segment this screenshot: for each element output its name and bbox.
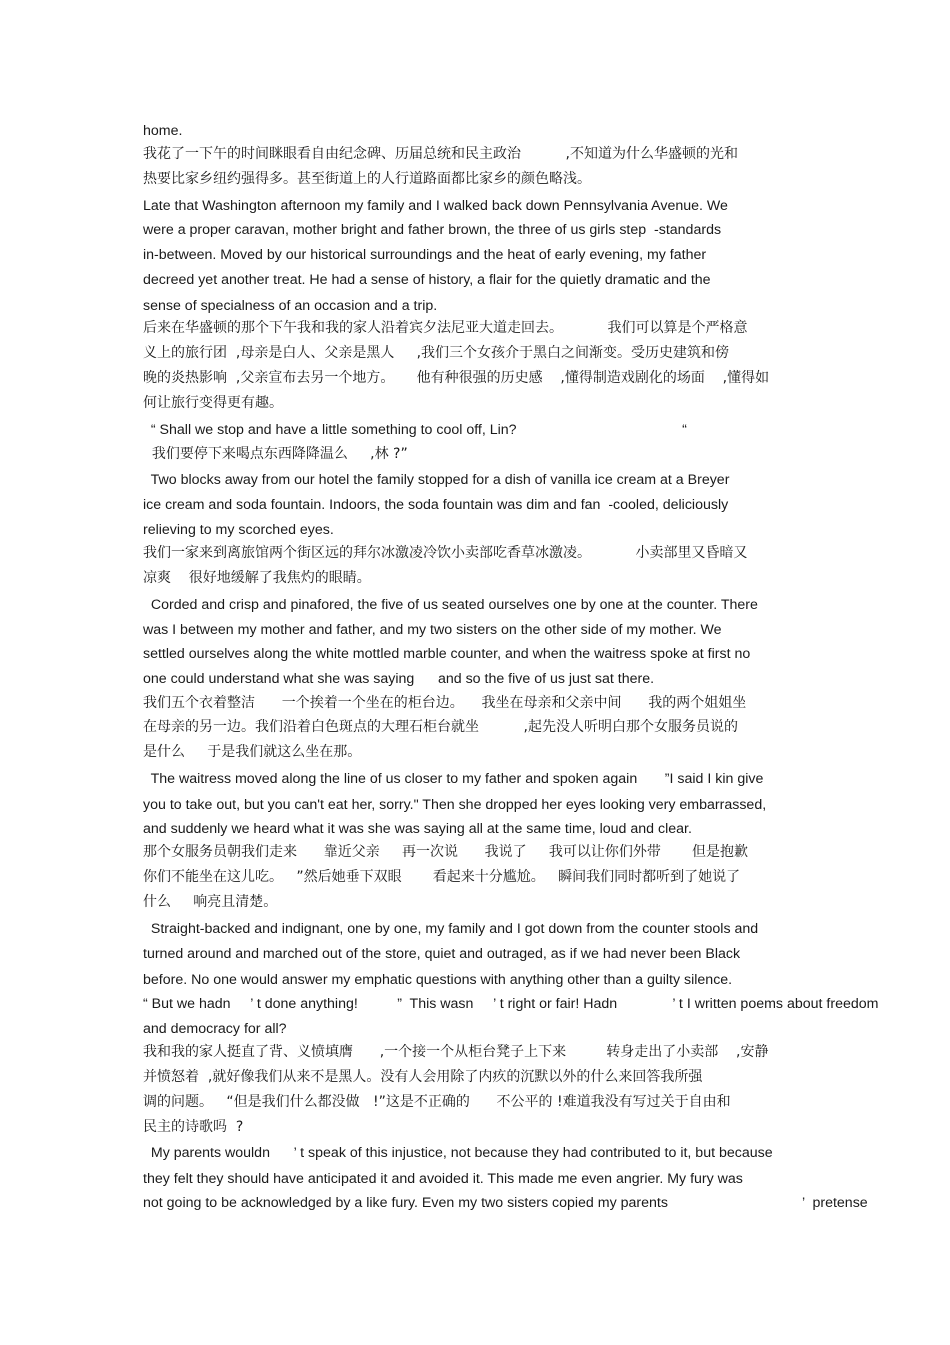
english-text-line: Corded and crisp and pinafored, the five of us seated ourselves one by one at the counter. There [143, 597, 758, 613]
english-text-line: home. [143, 123, 183, 139]
english-text-line: they felt they should have anticipated it and avoided it. This made me even angrier. My fury was [143, 1171, 743, 1187]
chinese-text-line: 后来在华盛顿的那个下午我和我的家人沿着宾夕法尼亚大道走回去。 我们可以算是个严格意 [143, 320, 748, 336]
chinese-text-line: 我们一家来到离旅馆两个街区远的拜尔冰激凌冷饮小卖部吃香草冰激凌。 小卖部里又昏暗又 [143, 545, 748, 561]
english-text-line: turned around and marched out of the store, quiet and outraged, as if we had never been Black [143, 946, 741, 962]
chinese-text-line: 我们五个衣着整洁 一个挨着一个坐在的柜台边。 我坐在母亲和父亲中间 我的两个姐姐坐 [143, 695, 747, 711]
chinese-text-line: 是什么 于是我们就这么坐在那。 [143, 744, 362, 760]
english-text-line: decreed yet another treat. He had a sense of history, a flair for the quietly dramatic and the [143, 272, 711, 288]
english-text-line: were a proper caravan, mother bright and father brown, the three of us girls step -standards [143, 222, 722, 238]
english-text-line: “ Shall we stop and have a little something to cool off, Lin? “ [143, 422, 687, 438]
chinese-text-line: 在母亲的另一边。我们沿着白色斑点的大理石柜台就坐 ,起先没人听明白那个女服务员说的 [143, 719, 738, 735]
english-text-line: and suddenly we heard what it was she was saying all at the same time, loud and clear. [143, 821, 692, 837]
english-text-line: one could understand what she was saying and so the five of us just sat there. [143, 671, 655, 687]
english-text-line: not going to be acknowledged by a like fury. Even my two sisters copied my parents ’ pretense [143, 1195, 868, 1211]
english-text-line: before. No one would answer my emphatic questions with anything other than a guilty silence. [143, 972, 733, 988]
chinese-text-line: 我花了一下午的时间眯眼看自由纪念碑、历届总统和民主政治 ,不知道为什么华盛顿的光和 [143, 146, 738, 162]
chinese-text-line: 何让旅行变得更有趣。 [143, 395, 283, 411]
chinese-text-line: 调的问题。 “但是我们什么都没做 !”这是不正确的 不公平的 !难道我没有写过关于自由和 [143, 1094, 731, 1110]
chinese-text-line: 义上的旅行团 ,母亲是白人、父亲是黑人 ,我们三个女孩介于黑白之间渐变。受历史建筑和傍 [143, 345, 730, 361]
english-text-line: ice cream and soda fountain. Indoors, the soda fountain was dim and fan -cooled, deliciously [143, 497, 729, 513]
english-text-line: Late that Washington afternoon my family and I walked back down Pennsylvania Avenue. We [143, 198, 728, 214]
chinese-text-line: 民主的诗歌吗 ? [143, 1119, 244, 1135]
english-text-line: My parents wouldn ’ t speak of this injustice, not because they had contributed to it, but because [143, 1145, 773, 1161]
chinese-text-line: 你们不能坐在这儿吃。 ”然后她垂下双眼 看起来十分尴尬。 瞬间我们同时都听到了她说了 [143, 869, 741, 885]
chinese-text-line: 什么 响亮且清楚。 [143, 894, 278, 910]
english-text-line: and democracy for all? [143, 1021, 287, 1037]
english-text-line: settled ourselves along the white mottled marble counter, and when the waitress spoke at first no [143, 646, 751, 662]
english-text-line: sense of specialness of an occasion and a trip. [143, 298, 438, 314]
chinese-text-line: 晚的炎热影响 ,父亲宣布去另一个地方。 他有种很强的历史感 ,懂得制造戏剧化的场面 ,懂得如 [143, 370, 770, 386]
english-text-line: The waitress moved along the line of us closer to my father and spoken again ”I said I kin give [143, 771, 764, 787]
english-text-line: was I between my mother and father, and my two sisters on the other side of my mother. We [143, 622, 722, 638]
english-text-line: you to take out, but you can't eat her, sorry." Then she dropped her eyes looking very embarrassed, [143, 797, 767, 813]
chinese-text-line: 我和我的家人挺直了背、义愤填膺 ,一个接一个从柜台凳子上下来 转身走出了小卖部 ,安静 [143, 1044, 769, 1060]
english-text-line: relieving to my scorched eyes. [143, 522, 334, 538]
chinese-text-line: 那个女服务员朝我们走来 靠近父亲 再一次说 我说了 我可以让你们外带 但是抱歉 [143, 844, 749, 860]
english-text-line: in-between. Moved by our historical surroundings and the heat of early evening, my father [143, 247, 707, 263]
chinese-text-line: 凉爽 很好地缓解了我焦灼的眼睛。 [143, 570, 371, 586]
chinese-text-line: 并愤怒着 ,就好像我们从来不是黑人。没有人会用除了内疚的沉默以外的什么来回答我所强 [143, 1069, 703, 1085]
chinese-text-line: 我们要停下来喝点东西降降温么 ,林 ?” [143, 446, 408, 462]
english-text-line: “ But we hadn ’ t done anything! ” This wasn ’ t right or fair! Hadn ’ t I written poems about freedom [143, 996, 879, 1012]
english-text-line: Straight-backed and indignant, one by one, my family and I got down from the counter stools and [143, 921, 759, 937]
english-text-line: Two blocks away from our hotel the family stopped for a dish of vanilla ice cream at a Breyer [143, 472, 730, 488]
chinese-text-line: 热要比家乡纽约强得多。甚至街道上的人行道路面都比家乡的颜色略浅。 [143, 171, 591, 187]
